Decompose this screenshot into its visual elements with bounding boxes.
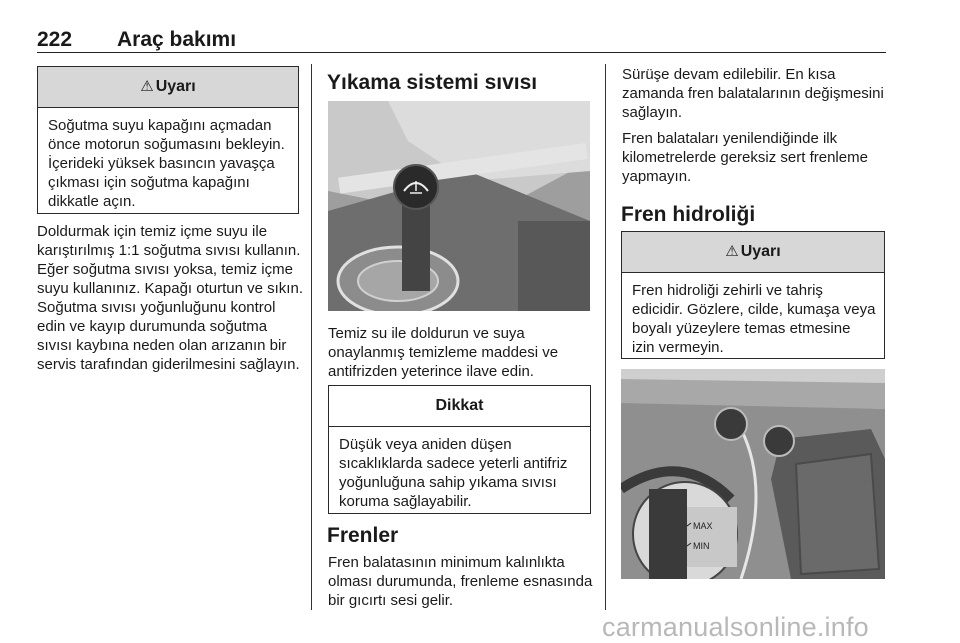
page-header <box>37 26 886 53</box>
washer-body-text <box>328 324 594 388</box>
column-divider-1 <box>311 64 312 610</box>
watermark: carmanualsonline.info <box>602 612 869 642</box>
warning-text: Fren hidroliği zehirli ve tahriş edicidir. Gözlere, cilde, kumaşa veya boyalı yüzeylere temas etmesine izin vermeyin. <box>632 282 876 356</box>
section-title: Araç bakımı <box>117 28 237 51</box>
warning-triangle-icon: ⚠ <box>140 78 154 95</box>
min-label: MIN <box>693 541 710 551</box>
brakes-body-text <box>328 553 594 617</box>
caution-header <box>329 386 590 427</box>
washer-reservoir-photo <box>328 101 590 311</box>
coolant-body-text <box>37 222 303 381</box>
brake-pads-paragraph-2: Fren balataları yenilendiğinde ilk kilometrelerde gereksiz sert frenleme yapmayın. <box>622 130 868 185</box>
warning-text: Soğutma suyu kapağını açmadan önce motorun soğumasını bekleyin. İçerideki yüksek basıncın yavaşça çıkması için soğutma kapağını dikkatle açın. <box>48 117 285 210</box>
warning-header <box>622 232 884 273</box>
caution-title: Dikkat <box>435 397 484 414</box>
brake-fluid-reservoir-photo <box>621 369 885 579</box>
caution-box <box>328 385 591 514</box>
washer-fluid-heading: Yıkama sistemi sıvısı <box>327 71 538 94</box>
max-label: MAX <box>693 521 713 531</box>
warning-triangle-icon: ⚠ <box>725 243 739 260</box>
brake-pads-text <box>622 65 892 193</box>
page-number: 222 <box>37 28 73 51</box>
caution-text: Düşük veya aniden düşen sıcaklıklarda sadece yeterli antifriz yoğunluğuna sahip yıkama sıvısı koruma sağlayabilir. <box>339 436 568 510</box>
brakes-heading: Frenler <box>327 524 399 547</box>
warning-title: Uyarı <box>155 78 196 95</box>
brake-pads-paragraph-1: Sürüşe devam edilebilir. En kısa zamanda fren balatalarının değişmesini sağlayın. <box>622 66 884 121</box>
column-divider-2 <box>605 64 606 610</box>
brake-fluid-heading: Fren hidroliği <box>621 203 756 226</box>
washer-paragraph: Temiz su ile doldurun ve suya onaylanmış temizleme maddesi ve antifrizden yeterince ilave edin. <box>328 325 559 380</box>
warning-title: Uyarı <box>740 243 781 260</box>
brakes-paragraph: Fren balatasının minimum kalınlıkta olması durumunda, frenleme esnasında bir gıcırtı sesi gelir. <box>328 554 593 609</box>
brake-fluid-warning-box <box>621 231 885 359</box>
warning-header <box>38 67 298 108</box>
coolant-paragraph: Doldurmak için temiz içme suyu ile karıştırılmış 1:1 soğutma sıvısı kullanın. Eğer soğutma sıvısı yoksa, temiz içme suyu kullanınız. Kapağı oturtun ve sıkın. Soğutma sıvısı yoğunluğunu kontrol edin ve kayıp durumunda soğutma sıvısı kaybına neden olan arızanın bir servis tarafından giderilmesini sağlayın. <box>37 223 303 373</box>
coolant-warning-box <box>37 66 299 214</box>
